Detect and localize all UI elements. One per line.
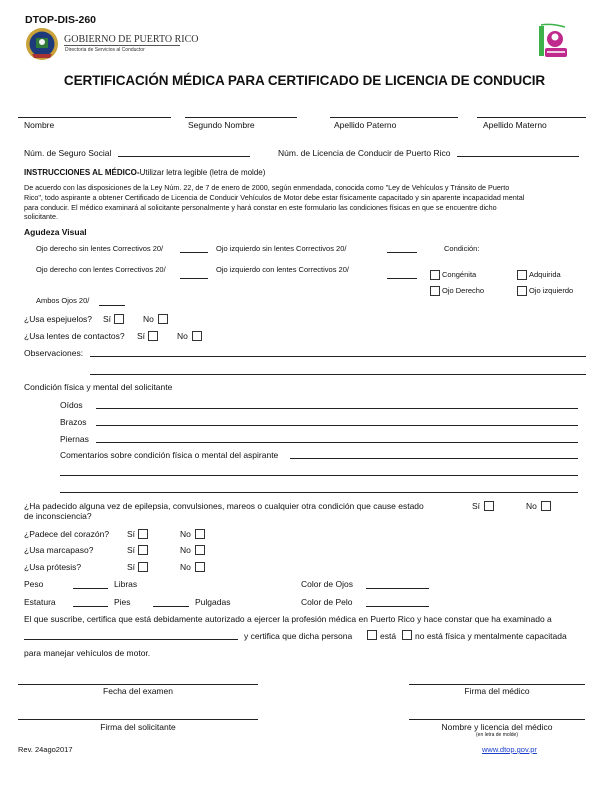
piernas-field[interactable] [96,442,578,443]
adquirida-label: Adquirida [529,270,561,279]
dtop-logo-icon [533,22,573,62]
certify-mid: y certifica que dicha persona [244,631,353,641]
no-esta-checkbox[interactable] [402,630,412,640]
protesis-no-label: No [180,562,191,572]
peso-label: Peso [24,579,44,589]
contactos-si-label: Sí [137,331,146,341]
epilepsia-no-label: No [526,501,537,511]
color-pelo-label: Color de Pelo [301,597,353,607]
ssn-field[interactable] [118,156,250,157]
protesis-si-checkbox[interactable] [138,562,148,572]
ojo-izquierdo-label: Ojo izquierdo [529,286,574,295]
ojo-izquierdo-checkbox[interactable] [517,286,527,296]
nombre-medico-field[interactable] [409,719,585,720]
peso-field[interactable] [73,588,108,589]
ojo-derecho-label: Ojo Derecho [442,286,485,295]
congenita-checkbox[interactable] [430,270,440,280]
physical-heading: Condición física y mental del solicitante [24,382,173,392]
adquirida-checkbox[interactable] [517,270,527,280]
form-title: CERTIFICACIÓN MÉDICA PARA CERTIFICADO DE LICENCIA DE CONDUCIR [63,73,546,88]
esta-checkbox[interactable] [367,630,377,640]
instructions-label: INSTRUCCIONES AL MÉDICO- [24,168,140,177]
oi-sin-field[interactable] [387,252,417,253]
estatura-pies-field[interactable] [73,606,108,607]
libras-label: Libras [114,579,138,589]
estatura-label: Estatura [24,597,56,607]
marcapaso-si-label: Sí [127,545,136,555]
nombre-medico-note: (en letra de molde) [476,732,518,738]
apellido-paterno-field[interactable] [330,117,458,118]
contactos-no-checkbox[interactable] [192,331,202,341]
comentarios-field-2[interactable] [60,475,578,476]
ojo-derecho-checkbox[interactable] [430,286,440,296]
firma-solicitante-label: Firma del solicitante [100,722,176,732]
certify-line-3: para manejar vehículos de motor. [24,648,151,658]
agudeza-heading: Agudeza Visual [24,227,87,237]
nombre-medico-label: Nombre y licencia del médico [441,722,553,732]
nombre-label: Nombre [24,120,55,130]
observaciones-label: Observaciones: [24,348,84,358]
no-esta-label: no está física y mentalmente capacitada [415,631,567,641]
comentarios-field-3[interactable] [60,492,578,493]
corazon-si-checkbox[interactable] [138,529,148,539]
od-con-label: Ojo derecho con lentes Correctivos 20/ [36,265,166,274]
estatura-pulgadas-field[interactable] [153,606,189,607]
government-name: GOBIERNO DE PUERTO RICO [64,34,199,45]
protesis-question: ¿Usa prótesis? [24,562,82,572]
fecha-examen-label: Fecha del examen [103,686,173,696]
segundo-nombre-field[interactable] [185,117,297,118]
ssn-label: Núm. de Seguro Social [24,148,112,158]
contactos-label: ¿Usa lentes de contactos? [24,331,125,341]
corazon-no-checkbox[interactable] [195,529,205,539]
epilepsia-si-label: Sí [472,501,481,511]
marcapaso-no-label: No [180,545,191,555]
observaciones-field-2[interactable] [90,374,586,375]
oi-sin-label: Ojo izquierdo sin lentes Correctivos 20/ [216,244,347,253]
od-sin-field[interactable] [180,252,208,253]
oi-con-label: Ojo izquierdo con lentes Correctivos 20/ [216,265,349,274]
pulgadas-label: Pulgadas [195,597,231,607]
instructions-paragraph-1: De acuerdo con las disposiciones de la Ley Núm. 22, de 7 de enero de 2000, según enmendada, conocida como "Ley de Vehículos y Tránsito de Puerto [24,183,510,192]
instructions-heading [24,168,265,177]
od-sin-label: Ojo derecho sin lentes Correctivos 20/ [36,244,164,253]
dtop-website-link[interactable]: www.dtop.gov.pr [482,745,537,754]
marcapaso-si-checkbox[interactable] [138,545,148,555]
pies-label: Pies [114,597,131,607]
oidos-field[interactable] [96,408,578,409]
apellido-materno-field[interactable] [477,117,586,118]
contactos-si-checkbox[interactable] [148,331,158,341]
instructions-note: Utilizar letra legible (letra de molde) [139,168,266,177]
header-divider [64,45,180,46]
piernas-label: Piernas [60,434,89,444]
contactos-no-label: No [177,331,188,341]
epilepsia-question-cont: de inconsciencia? [24,511,92,521]
apellido-materno-label: Apellido Materno [483,120,547,130]
license-label: Núm. de Licencia de Conducir de Puerto Rico [278,148,451,158]
espejuelos-label: ¿Usa espejuelos? [24,314,93,324]
epilepsia-question: ¿Ha padecido alguna vez de epilepsia, convulsiones, mareos o cualquier otra condición que cause estado [24,501,424,511]
license-field[interactable] [457,156,579,157]
oidos-label: Oídos [60,400,83,410]
corazon-si-label: Sí [127,529,136,539]
corazon-no-label: No [180,529,191,539]
condicion-label: Condición: [444,244,480,253]
comentarios-field-1[interactable] [290,458,578,459]
corazon-question: ¿Padece del corazón? [24,529,110,539]
ambos-ojos-field[interactable] [99,305,125,306]
instructions-paragraph-4: solicitante. [24,212,58,221]
firma-solicitante-field[interactable] [18,719,258,720]
oi-con-field[interactable] [387,278,417,279]
apellido-paterno-label: Apellido Paterno [334,120,397,130]
form-code: DTOP-DIS-260 [25,14,96,26]
firma-medico-label: Firma del médico [464,686,530,696]
instructions-paragraph-3: para conducir. El médico examinará al solicitante personalmente y hará constar en este formulario las condiciones físicas en que se encuentre dicho [24,203,497,212]
certify-line-1: El que suscribe, certifica que está debidamente autorizado a ejercer la profesión médica en Puerto Rico y hace constar que ha examinado a [24,614,552,624]
firma-medico-field[interactable] [409,684,585,685]
fecha-examen-field[interactable] [18,684,258,685]
color-ojos-label: Color de Ojos [301,579,353,589]
patient-name-field[interactable] [24,639,238,640]
congenita-label: Congénita [442,270,477,279]
espejuelos-si-label: Sí [103,314,112,324]
esta-label: está [380,631,397,641]
marcapaso-question: ¿Usa marcapaso? [24,545,94,555]
marcapaso-no-checkbox[interactable] [195,545,205,555]
revision-label: Rev. 24ago2017 [18,745,73,754]
brazos-label: Brazos [60,417,87,427]
espejuelos-no-checkbox[interactable] [158,314,168,324]
color-ojos-field[interactable] [366,588,429,589]
nombre-field[interactable] [18,117,171,118]
government-subtitle: Directoria de Servicios al Conductor [65,47,145,53]
ambos-ojos-label: Ambos Ojos 20/ [36,296,90,305]
protesis-si-label: Sí [127,562,136,572]
epilepsia-no-checkbox[interactable] [541,501,551,511]
observaciones-field-1[interactable] [90,356,586,357]
od-con-field[interactable] [180,278,208,279]
protesis-no-checkbox[interactable] [195,562,205,572]
puerto-rico-seal-icon [24,27,60,61]
color-pelo-field[interactable] [366,606,429,607]
espejuelos-si-checkbox[interactable] [114,314,124,324]
comentarios-label: Comentarios sobre condición física o mental del aspirante [60,450,279,460]
instructions-paragraph-2: Rico", todo aspirante a obtener Certificado de Licencia de Conducir Vehículos de Motor debe estar físicamente capacitado y sin aparente incapacidad mental [24,193,525,202]
espejuelos-no-label: No [143,314,154,324]
segundo-nombre-label: Segundo Nombre [188,120,255,130]
brazos-field[interactable] [96,425,578,426]
epilepsia-si-checkbox[interactable] [484,501,494,511]
